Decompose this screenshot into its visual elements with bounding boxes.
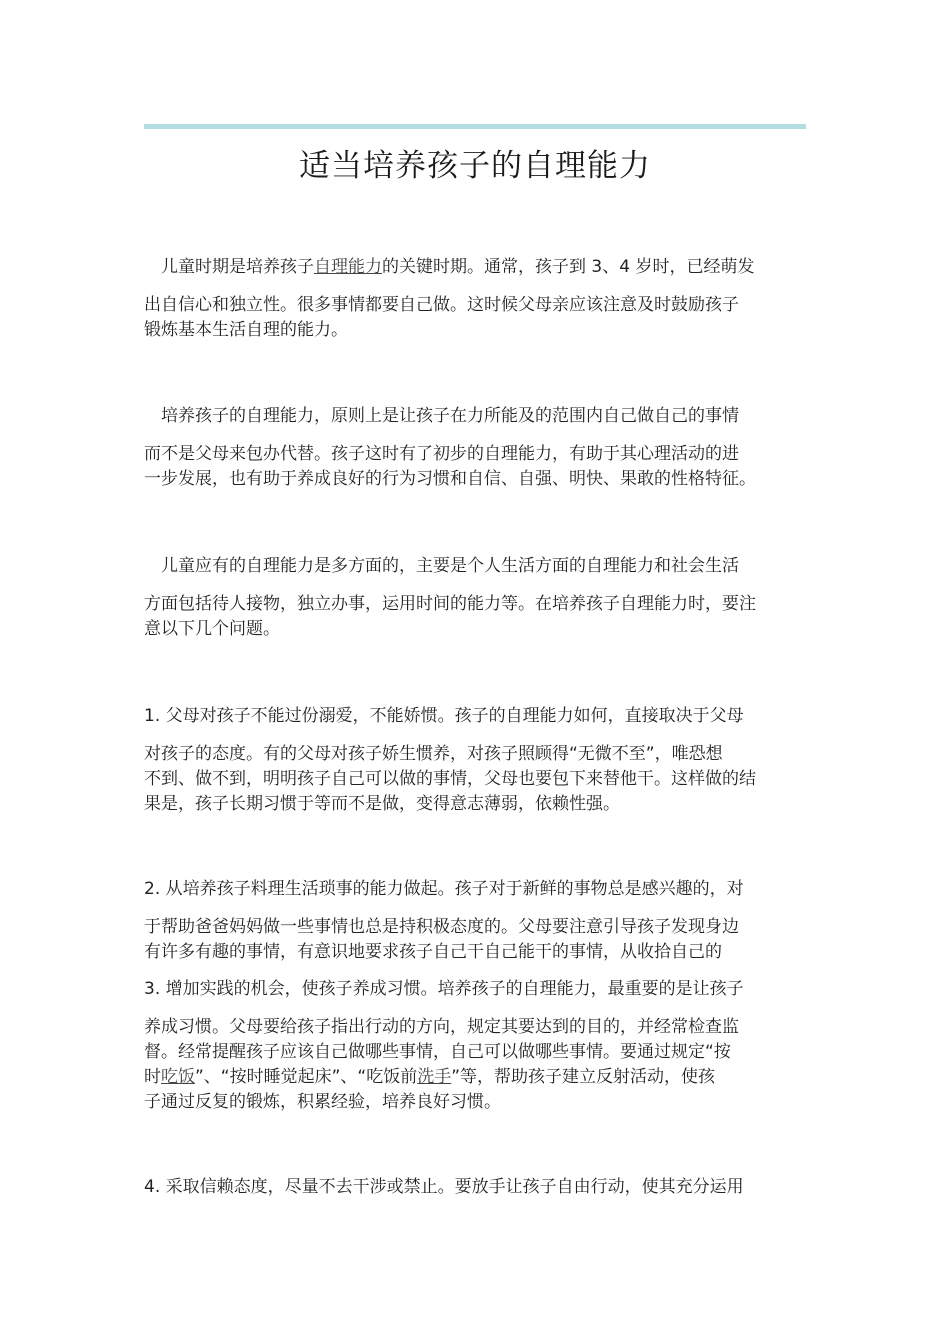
paragraph-line: 一步发展，也有助于养成良好的行为习惯和自信、自强、明快、果敢的性格特征。 [144, 469, 756, 489]
paragraph-4 [144, 704, 806, 817]
paragraph-line: 3. 增加实践的机会，使孩子养成习惯。培养孩子的自理能力，最重要的是让孩子 [144, 979, 744, 999]
paragraph-line: 意以下几个问题。 [144, 619, 280, 639]
paragraph-3 [144, 554, 806, 642]
text-run: 的关键时期。通常，孩子到 3、4 岁时，已经萌发 [382, 257, 755, 277]
paragraph-line: 2. 从培养孩子料理生活琐事的能力做起。孩子对于新鲜的事物总是感兴趣的，对 [144, 879, 744, 899]
link-eat-meal[interactable]: 吃饭 [161, 1067, 195, 1087]
text-run: 儿童时期是培养孩子 [144, 257, 314, 277]
paragraph-6 [144, 977, 806, 1115]
paragraph-line: 1. 父母对孩子不能过份溺爱，不能娇惯。孩子的自理能力如何，直接取决于父母 [144, 706, 744, 726]
top-divider [144, 124, 806, 129]
text-run: ”等，帮助孩子建立反射活动，使孩 [451, 1067, 716, 1087]
paragraph-1 [144, 255, 806, 343]
paragraph-2 [144, 404, 806, 492]
paragraph-line: 4. 采取信赖态度，尽量不去干涉或禁止。要放手让孩子自由行动，使其充分运用 [144, 1177, 744, 1197]
paragraph-line: 养成习惯。父母要给孩子指出行动的方向，规定其要达到的目的，并经常检查监 [144, 1017, 739, 1037]
text-run: 时 [144, 1067, 161, 1087]
paragraph-line: 而不是父母来包办代替。孩子这时有了初步的自理能力，有助于其心理活动的进 [144, 444, 739, 464]
paragraph-line: 于帮助爸爸妈妈做一些事情也总是持积极态度的。父母要注意引导孩子发现身边 [144, 917, 739, 937]
text-run: ”、“按时睡觉起床”、“吃饭前 [195, 1067, 418, 1087]
document-title: 适当培养孩子的自理能力 [299, 148, 651, 184]
paragraph-line: 子通过反复的锻炼，积累经验，培养良好习惯。 [144, 1092, 501, 1112]
paragraph-line: 督。经常提醒孩子应该自己做哪些事情，自己可以做哪些事情。要通过规定“按 [144, 1042, 731, 1062]
paragraph-line: 不到、做不到，明明孩子自己可以做的事情，父母也要包下来替他干。这样做的结 [144, 769, 756, 789]
paragraph-line: 果是，孩子长期习惯于等而不是做，变得意志薄弱，依赖性强。 [144, 794, 620, 814]
paragraph-line: 对孩子的态度。有的父母对孩子娇生惯养，对孩子照顾得“无微不至”，唯恐想 [144, 744, 723, 764]
paragraph-line: 锻炼基本生活自理的能力。 [144, 320, 348, 340]
paragraph-line: 儿童应有的自理能力是多方面的，主要是个人生活方面的自理能力和社会生活 [144, 556, 739, 576]
paragraph-line [144, 255, 806, 293]
paragraph-line: 有许多有趣的事情，有意识地要求孩子自己干自己能干的事情，从收拾自己的 [144, 942, 722, 962]
paragraph-line: 培养孩子的自理能力，原则上是让孩子在力所能及的范围内自己做自己的事情 [144, 406, 739, 426]
paragraph-line: 出自信心和独立性。很多事情都要自己做。这时候父母亲应该注意及时鼓励孩子 [144, 295, 739, 315]
paragraph-5 [144, 877, 806, 965]
paragraph-line: 方面包括待人接物，独立办事，运用时间的能力等。在培养孩子自理能力时，要注 [144, 594, 756, 614]
link-self-care-ability[interactable]: 自理能力 [314, 257, 382, 277]
paragraph-line [144, 1065, 806, 1090]
paragraph-7 [144, 1175, 806, 1200]
link-wash-hands[interactable]: 洗手 [417, 1067, 452, 1087]
